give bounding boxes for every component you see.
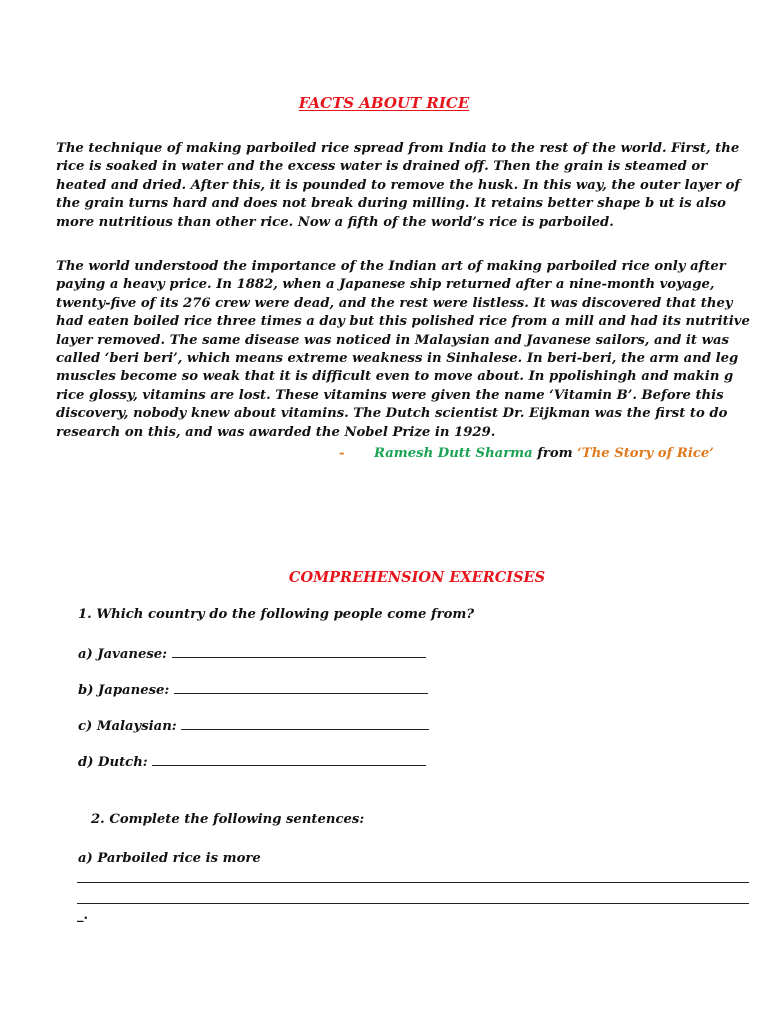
question-1a xyxy=(78,645,426,662)
question-1d-label: d) Dutch: xyxy=(78,755,148,770)
exercises-title: COMPREHENSION EXERCISES xyxy=(288,569,546,586)
attribution xyxy=(339,446,714,461)
question-1a-label: a) Javanese: xyxy=(78,647,168,662)
question-1: 1. Which country do the following people come from? xyxy=(78,607,475,622)
attribution-book: ‘The Story of Rice’ xyxy=(577,446,714,461)
paragraph-1: The technique of making parboiled rice spread from India to the rest of the world. First, the rice is soaked in water and the excess water is drained off. Then the grain is steamed or heated and dried. After this, it is pounded to remove the husk. In this way, the outer layer of the grain turns hard and does not break during milling. It retains better shape b ut is also more nutritious than other rice. Now a fifth of the world’s rice is parboiled. xyxy=(56,141,741,230)
attribution-author: Ramesh Dutt Sharma xyxy=(374,446,533,461)
page-title: FACTS ABOUT RICE xyxy=(298,94,470,112)
answer-line-2a-2[interactable] xyxy=(77,903,749,904)
attribution-from: from xyxy=(537,446,573,461)
question-2a: a) Parboiled rice is more xyxy=(78,851,261,866)
question-1c-label: c) Malaysian: xyxy=(78,719,177,734)
question-1b xyxy=(78,681,428,698)
paragraph-2: The world understood the importance of the Indian art of making parboiled rice only after paying a heavy price. In 1882, when a Japanese ship returned after a nine-month voyage, twenty-five of its 276 crew were dead, and the rest were listless. It was discovered that they had eaten boiled rice three times a day but this polished rice from a mill and had its nutritive layer removed. The same disease was noticed in Malaysian and Javanese sailors, and it was called ‘beri beri’, which means extreme weakness in Sinhalese. In beri-beri, the arm and leg muscles become so weak that it is difficult even to move about. In ppolishingh and makin g rice glossy, vitamins are lost. These vitamins were given the name ‘Vitamin B’. Before this discovery, nobody knew about vitamins. The Dutch scientist Dr. Eijkman was the first to do research on this, and was awarded the Nobel Prize in 1929. xyxy=(56,259,750,440)
question-2: 2. Complete the following sentences: xyxy=(91,812,365,827)
answer-blank-1c[interactable] xyxy=(181,717,429,730)
answer-line-2a-end: _. xyxy=(77,908,89,923)
question-1c xyxy=(78,717,429,734)
answer-blank-1a[interactable] xyxy=(172,645,426,658)
question-1b-label: b) Japanese: xyxy=(78,683,170,698)
answer-blank-1b[interactable] xyxy=(174,681,428,694)
answer-line-2a-1[interactable] xyxy=(77,882,749,883)
answer-blank-1d[interactable] xyxy=(152,753,426,766)
attribution-dash: - xyxy=(339,446,345,461)
question-1d xyxy=(78,753,426,770)
